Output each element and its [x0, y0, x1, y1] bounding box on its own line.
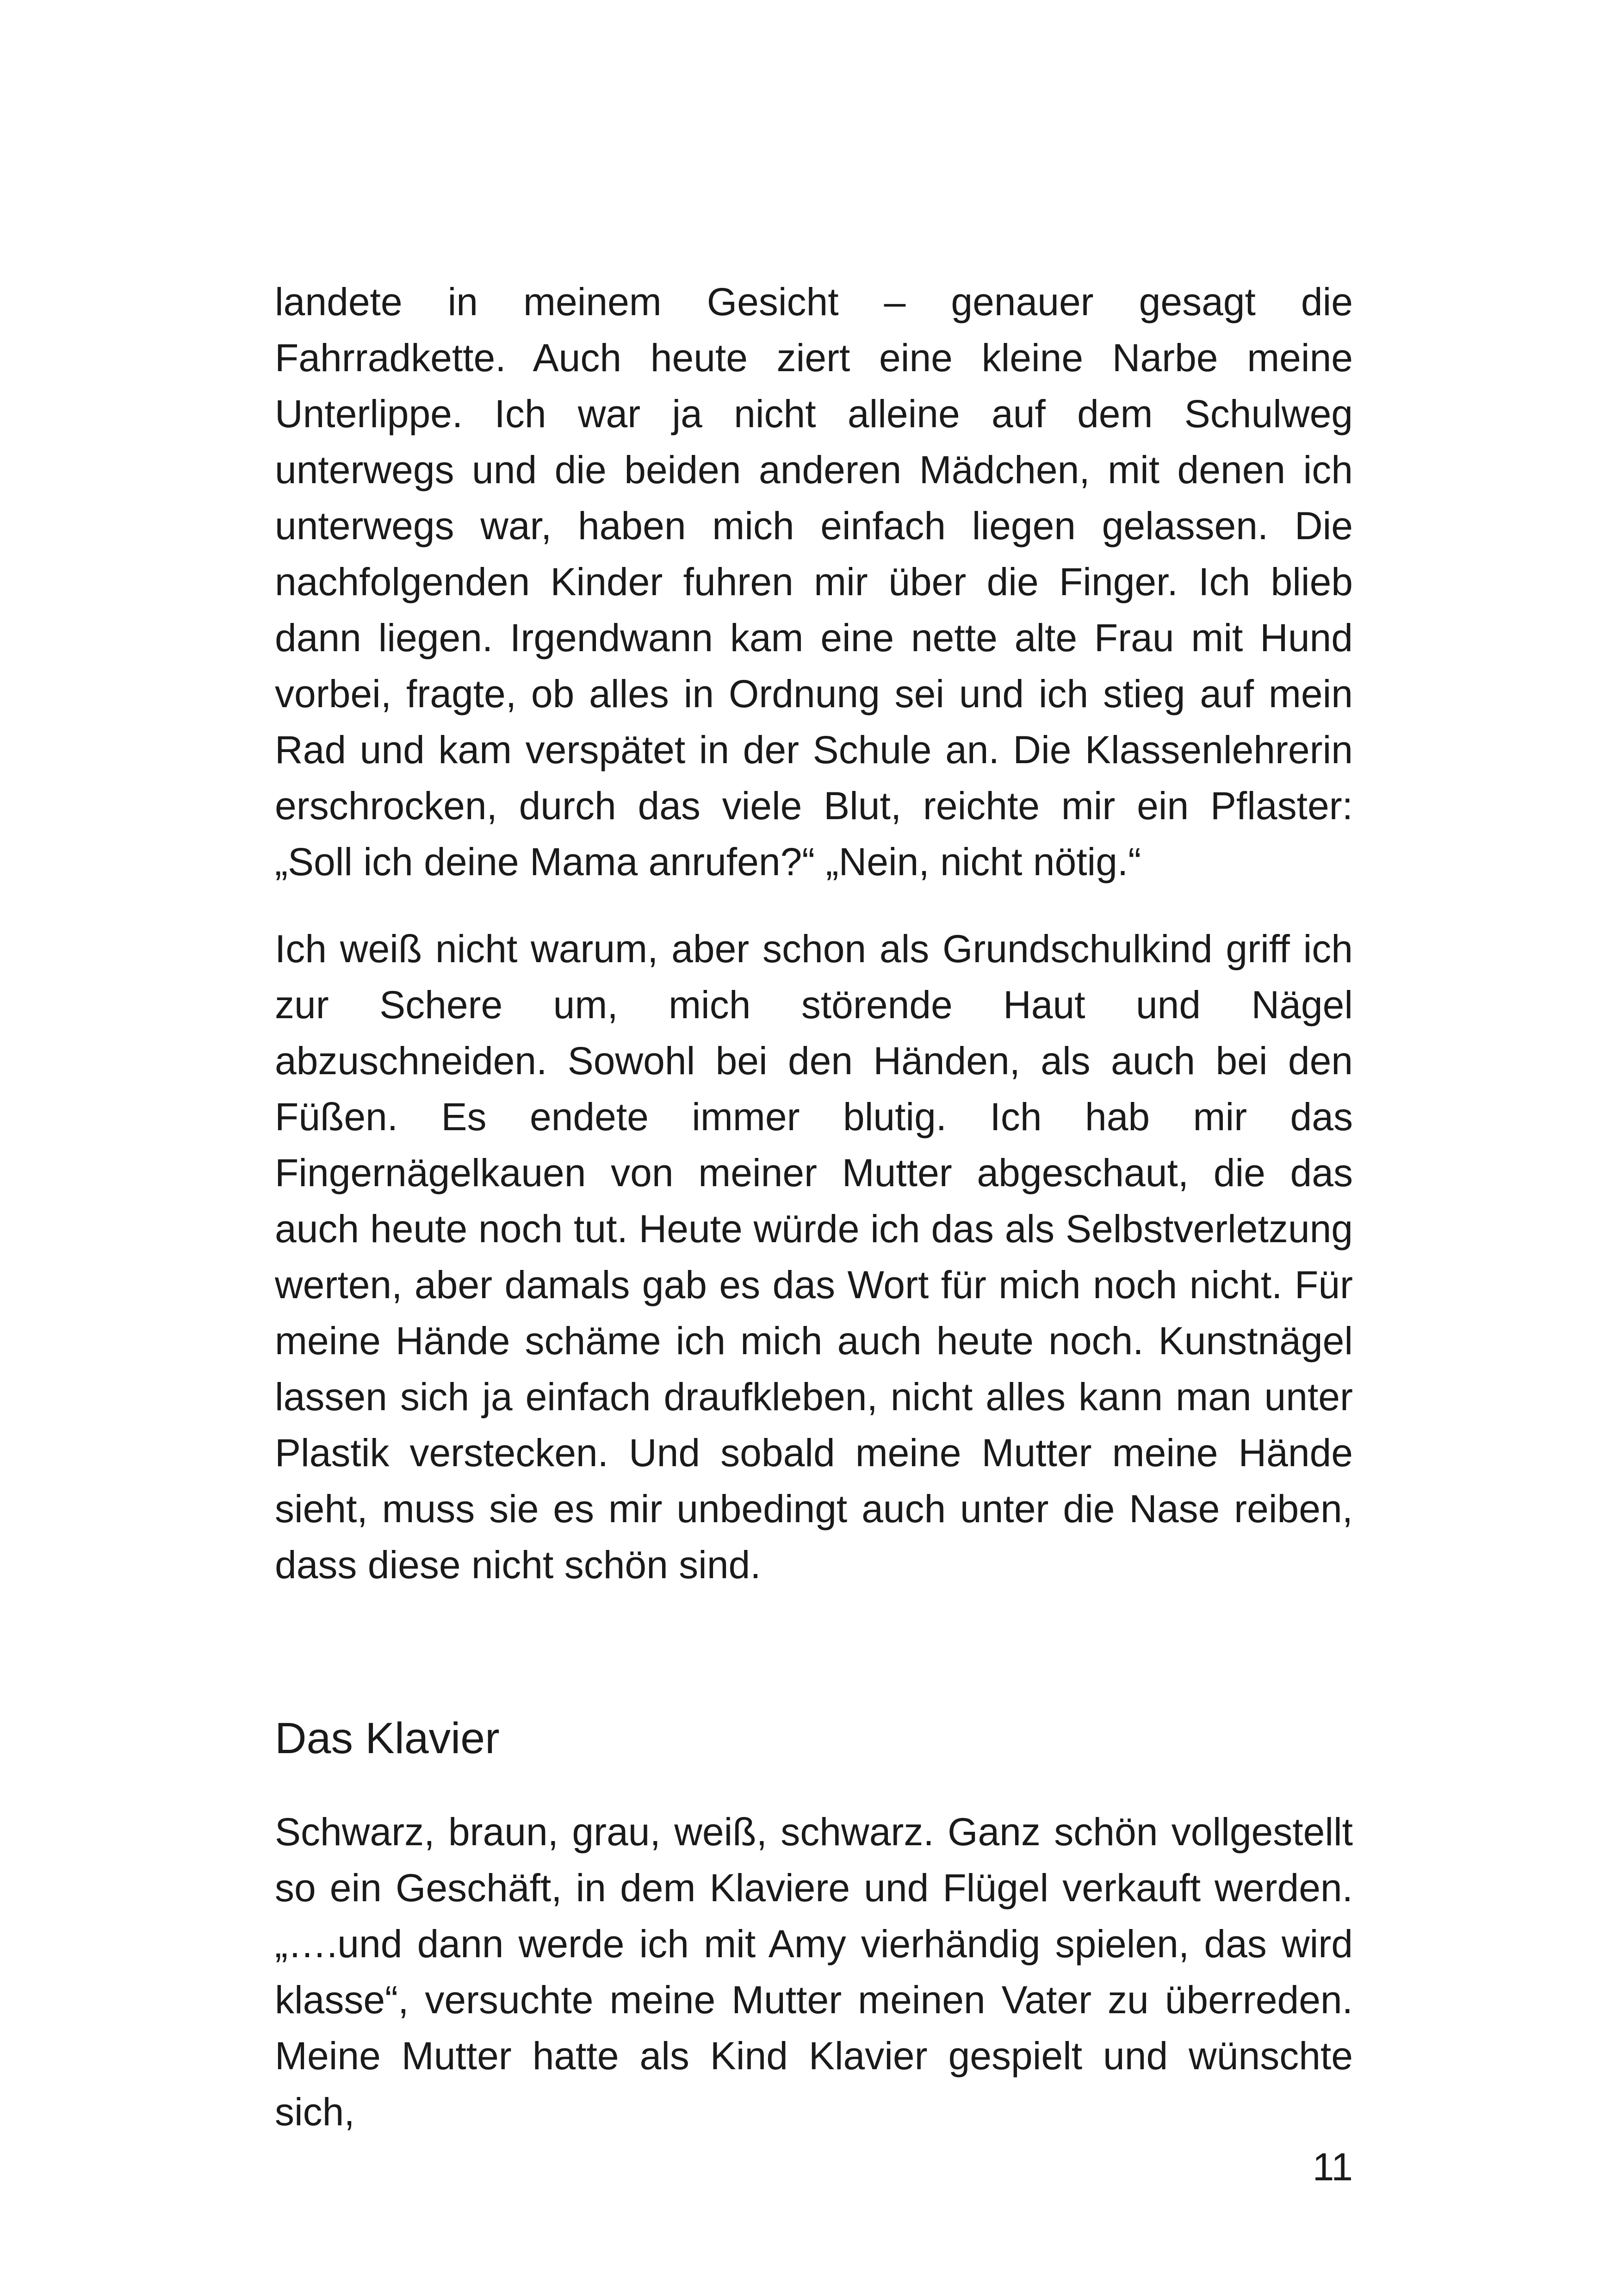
body-paragraph-1: landete in meinem Gesicht – genauer gesagt die Fahrradkette. Auch heute ziert eine kleine Narbe meine Unterlippe. Ich war ja nicht alleine auf dem Schulweg unterwegs und die beiden anderen Mädchen, mit denen ich unterwegs war, haben mich einfach liegen gelassen. Die nachfolgenden Kinder fuhren mir über die Finger. Ich blieb dann liegen. Irgendwann kam eine nette alte Frau mit Hund vorbei, fragte, ob alles in Ordnung sei und ich stieg auf mein Rad und kam verspätet in der Schule an. Die Klassenlehrerin erschrocken, durch das viele Blut, reichte mir ein Pflaster: „Soll ich deine Mama anrufen?“ „Nein, nicht nötig.“ — [275, 280, 1353, 884]
body-paragraph-2: Ich weiß nicht warum, aber schon als Grundschulkind griff ich zur Schere um, mich störende Haut und Nägel abzuschneiden. Sowohl bei den Händen, als auch bei den Füßen. Es endete immer blutig. Ich hab mir das Fingernägelkauen von meiner Mutter abgeschaut, die das auch heute noch tut. Heute würde ich das als Selbstverletzung werten, aber damals gab es das Wort für mich noch nicht. Für meine Hände schäme ich mich auch heute noch. Kunstnägel lassen sich ja einfach draufkleben, nicht alles kann man unter Plastik verstecken. Und sobald meine Mutter meine Hände sieht, muss sie es mir unbedingt auch unter die Nase reiben, dass diese nicht schön sind. — [275, 927, 1353, 1587]
body-paragraph-3: Schwarz, braun, grau, weiß, schwarz. Ganz schön vollgestellt so ein Geschäft, in dem Klaviere und Flügel verkauft werden. „….und dann werde ich mit Amy vierhändig spielen, das wird klasse“, versuchte meine Mutter meinen Vater zu überreden. Meine Mutter hatte als Kind Klavier gespielt und wünschte sich, — [275, 1810, 1353, 2134]
section-heading: Das Klavier — [275, 1714, 500, 1763]
page-number: 11 — [1312, 2145, 1353, 2189]
